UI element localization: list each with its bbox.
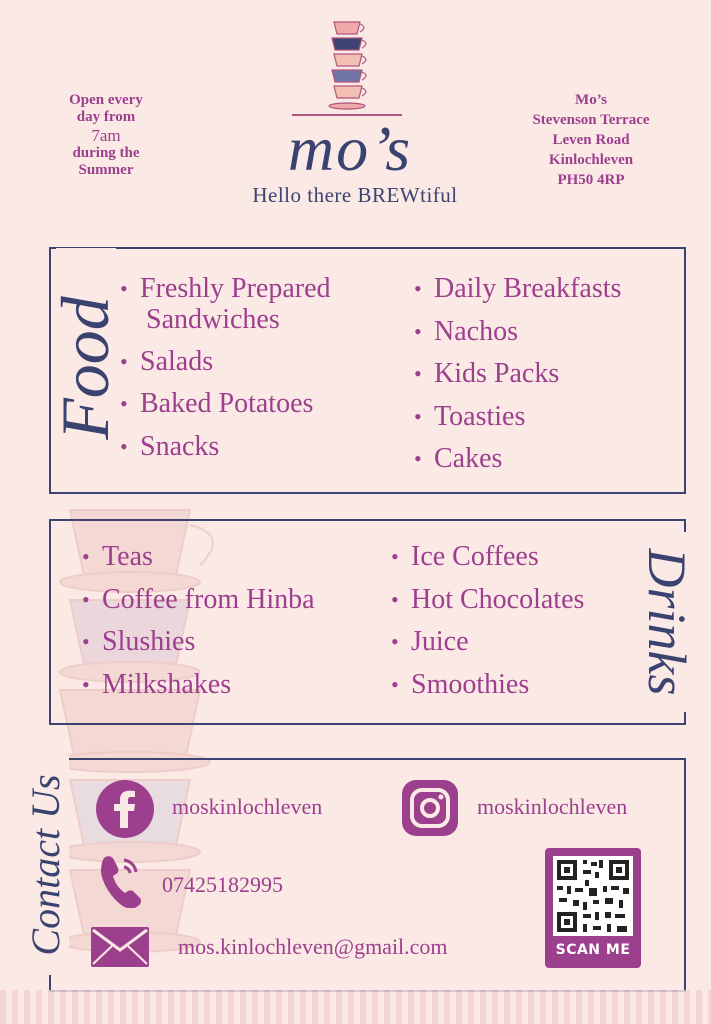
qr-label: SCAN ME: [555, 942, 631, 958]
list-item: • Snacks: [120, 426, 331, 469]
list-item: • Baked Potatoes: [120, 383, 331, 426]
teacup-stack-icon: [324, 18, 372, 116]
list-item: • Freshly Prepared Sandwiches: [120, 268, 331, 335]
address-line: Stevenson Terrace: [532, 112, 650, 128]
food-list-left: [120, 268, 331, 468]
tagline: Hello there BREWtiful: [252, 183, 458, 207]
list-item: • Slushies: [82, 621, 315, 664]
drinks-list-left: [82, 536, 315, 706]
list-item: • Daily Breakfasts: [414, 268, 621, 311]
phone-icon[interactable]: [96, 852, 142, 908]
food-title: Food: [56, 248, 116, 488]
list-item: • Cakes: [414, 438, 621, 481]
opening-line: during the: [72, 145, 140, 161]
address-line: Kinlochleven: [548, 152, 634, 168]
contact-title: Contact Us: [23, 755, 69, 975]
opening-time: 7am: [91, 126, 121, 145]
list-item: • Kids Packs: [414, 353, 621, 396]
address-line: PH50 4RP: [557, 172, 625, 188]
instagram-handle[interactable]: moskinlochleven: [477, 794, 628, 819]
address-line: Mo’s: [575, 92, 607, 108]
email-address[interactable]: mos.kinlochleven@gmail.com: [178, 934, 448, 959]
qr-code[interactable]: [545, 848, 641, 968]
list-item: • Hot Chocolates: [391, 579, 584, 622]
list-item: • Teas: [82, 536, 315, 579]
phone-number[interactable]: 07425182995: [162, 872, 283, 897]
list-item: • Toasties: [414, 396, 621, 439]
drinks-list-right: [391, 536, 584, 706]
brand-name: mo’s: [287, 113, 413, 184]
qr-code-icon: [553, 856, 633, 936]
opening-line: day from: [76, 109, 136, 125]
facebook-handle[interactable]: moskinlochleven: [172, 794, 323, 819]
drinks-title: Drinks: [636, 532, 696, 712]
opening-line: Summer: [78, 162, 134, 178]
address: [510, 90, 672, 190]
opening-line: Open every: [69, 92, 143, 108]
facebook-icon[interactable]: [96, 780, 154, 838]
list-item: • Smoothies: [391, 664, 584, 707]
food-list-right: [414, 268, 621, 481]
footer-lace-border: [0, 990, 711, 1024]
address-line: Leven Road: [552, 132, 630, 148]
list-item: • Salads: [120, 341, 331, 384]
instagram-icon[interactable]: [400, 778, 460, 838]
list-item: • Juice: [391, 621, 584, 664]
list-item: • Ice Coffees: [391, 536, 584, 579]
list-item: • Coffee from Hinba: [82, 579, 315, 622]
list-item: • Milkshakes: [82, 664, 315, 707]
list-item: • Nachos: [414, 311, 621, 354]
opening-hours: [40, 92, 172, 179]
mail-icon[interactable]: [90, 926, 150, 968]
